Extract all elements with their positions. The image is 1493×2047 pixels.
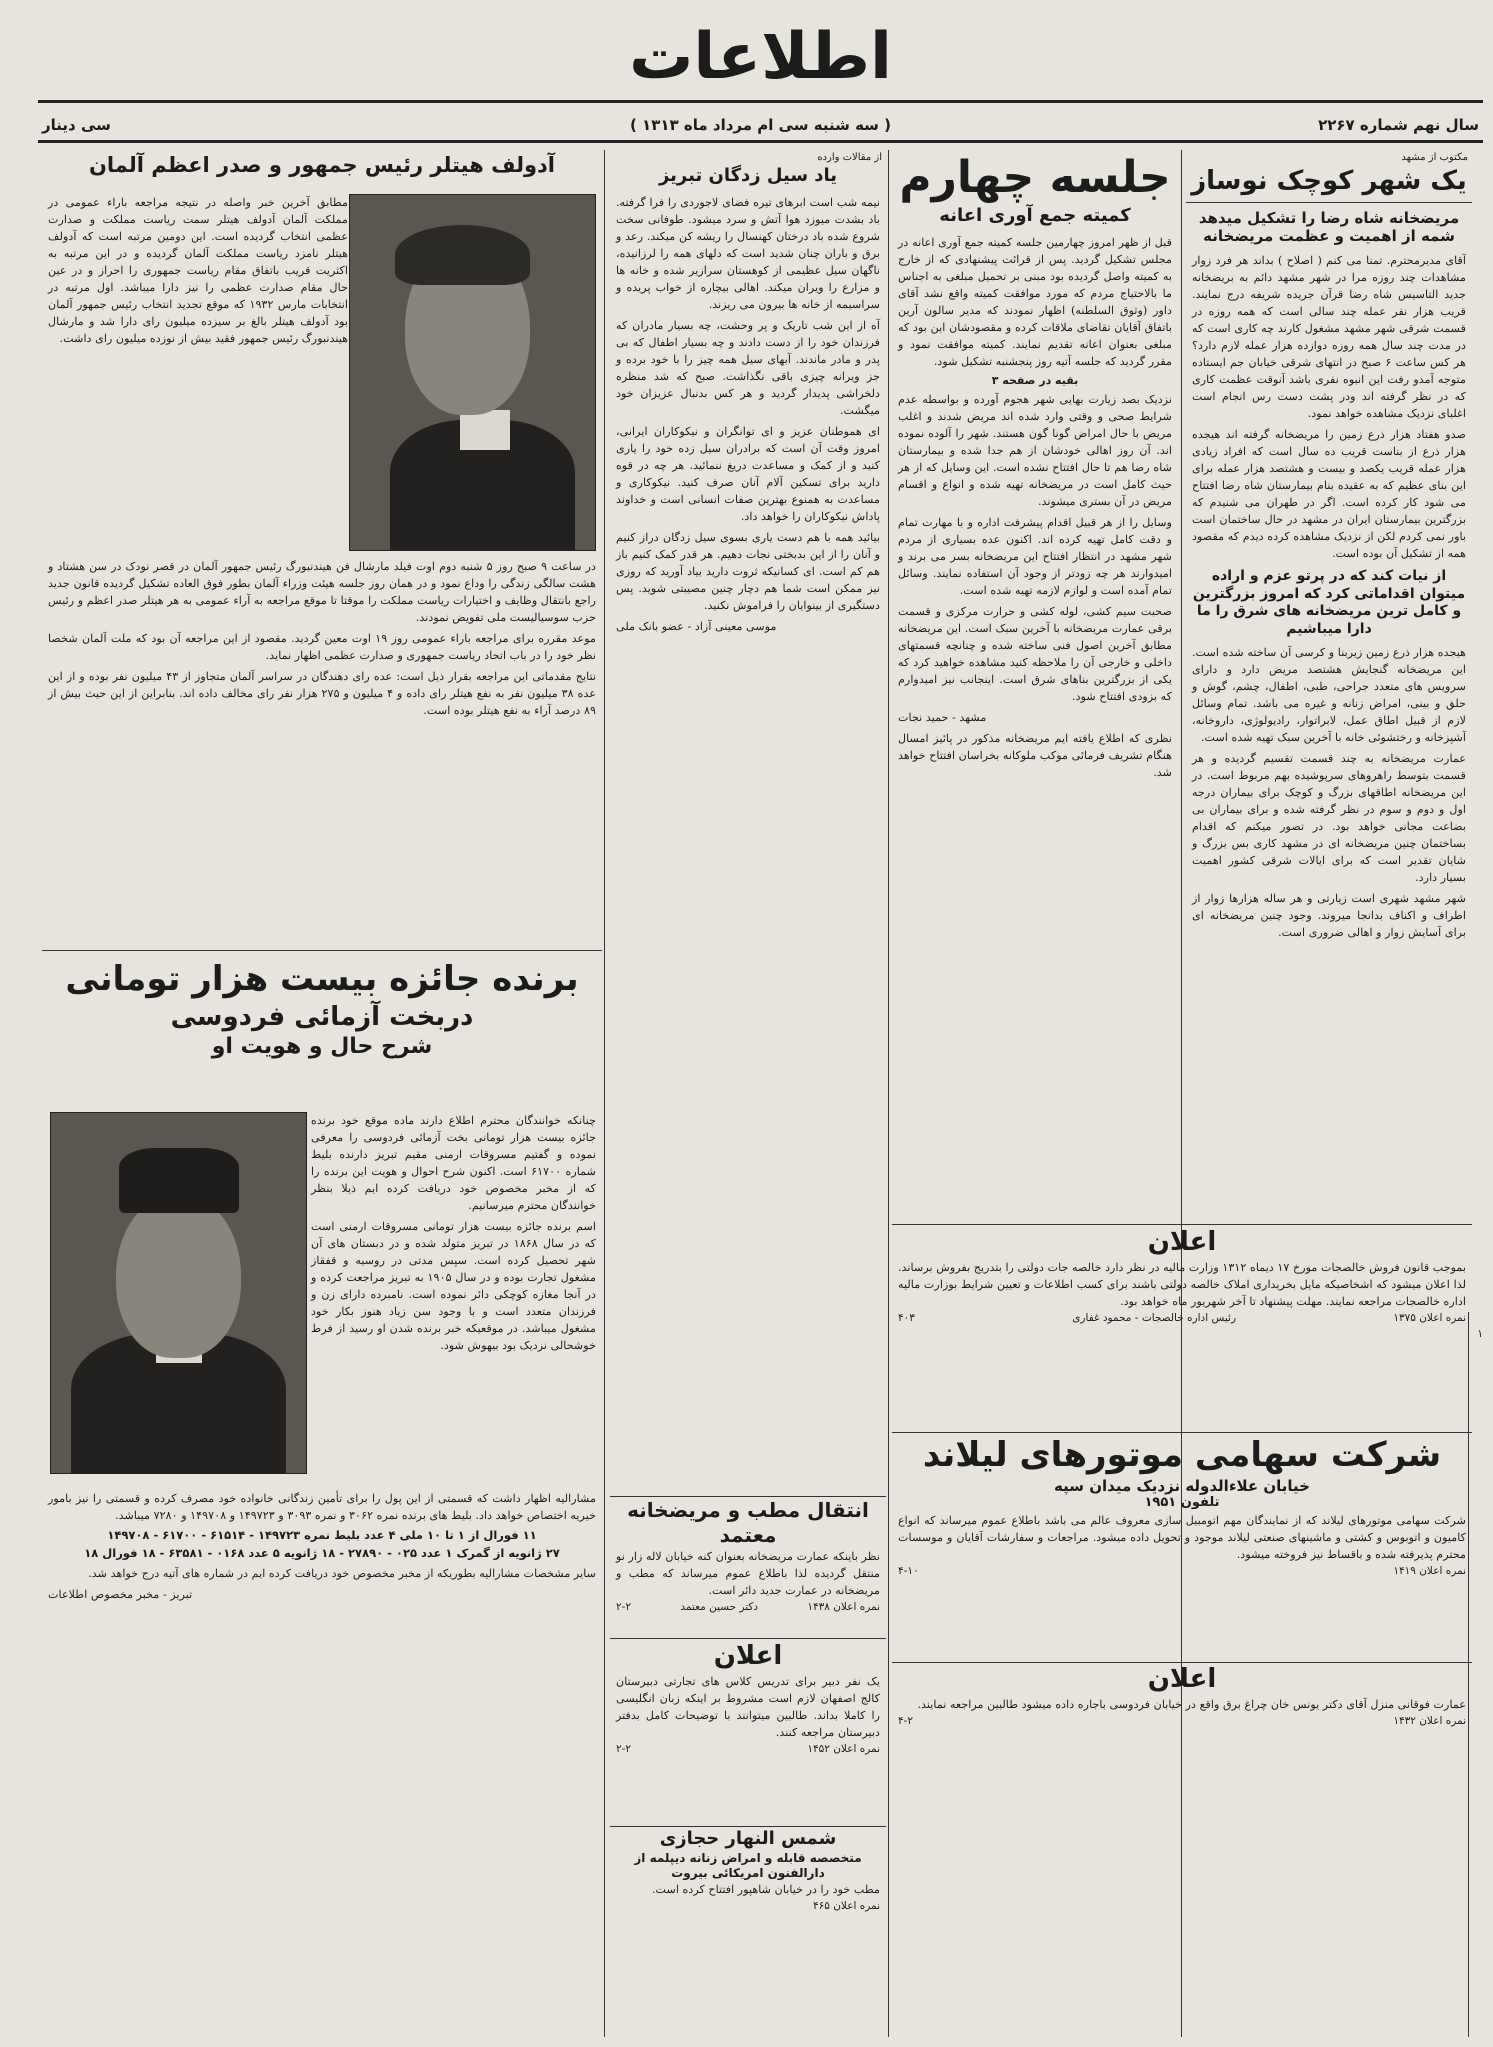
ad-ref: نمره اعلان ۱۴۳۸ — [807, 1601, 880, 1613]
ad-body: شرکت سهامی موتورهای لیلاند که از نمایندگان مهم اتومبیل سازی معروف عالم می باشد باطلاع عموم میرساند که انواع کامیون و اتوبوس و کشتی و ماشینهای صنعتی لیلاند موجود و تحویل داده میشود. مراجعات و سفارشات آقایان و موسسات محترم پذیرفته شده و باقساط نیز فروخته میشود. — [898, 1513, 1466, 1561]
section-rule — [610, 1496, 886, 1497]
ad-number: ۴-۱۰ — [898, 1564, 919, 1577]
masthead — [38, 12, 1483, 102]
ad-title: اعلان — [713, 1641, 783, 1671]
article-highlight: از نیات کند که در پرتو عزم و اراده میتوان اقداماتی کرد که امروز بزرگترین و کامل ترین مریضخانه های شرق را ما دارا میباشیم — [1192, 568, 1466, 637]
paragraph: ای هموطنان عزیز و ای توانگران و نیکوکاران ایرانی، امروز وقت آن است که برادران سیل زده خود را یاری کنید و از کمک و مساعدت دریغ ننمائید. هر چه در قوه دارید برای تسکین آلام آنان صرف کنید. نیکوکاری و مساعدت به همنوع بهترین صفات انسانی است و خداوند پاداش نیکوکاران را خواهد داد. — [616, 424, 880, 523]
paragraph: قبل از ظهر امروز چهارمین جلسه کمیته جمع آوری اعانه در مجلس تشکیل گردید. پس از قرائت پیشنهادی که از خارج به کمیته واصل گردیده بود مبنی بر تحمیل مبلغی به اجناس ما بالاحتیاج مردم که مورد موافقت کمیته واقع نشد آقای داور (وثوق السلطنه) اظهار نمودند که مدیر سالون آرین باتفاق آقایان تقاضای ملاقات کرده و مقصودشان این بود که مبلغی بعنوان اعانه تقدیم نمایند. کمیته موافقت نمود و مقرر گردید که جلسه آتیه روز پنجشنبه تشکیل شود. — [898, 235, 1172, 368]
ad-subtitle: خیابان علاءالدوله نزدیک میدان سپه — [1054, 1476, 1310, 1495]
column-tabriz-flood — [610, 150, 886, 1490]
article-title: برنده جائزه بیست هزار تومانی — [65, 959, 579, 999]
paragraph: مشارالیه اظهار داشت که قسمتی از این پول را برای تأمین زندگانی خانواده خود مصرف کرده و قسمتی را نیز بامور خیریه اختصاص خواهد داد. بلیط های برنده نمره ۳۰۶۲ و نمره ۳۰۹۳ و ۱۴۹۷۲۳ و ۱۴۹۷۰۸ و ۷۲۸۰ میباشد. — [48, 1492, 596, 1522]
paragraph: نزدیک بصد زیارت بهایی شهر هجوم آورده و بواسطه عدم شرایط صحی و وقتی وارد شده اند مریض شدند و اغلب مریض با حال امراض گونا گون هستند. شهر را آلوده نموده اند. آن روز اهالی خودشان از هم جدا شده و بیمارستان شاه رضا هم تا حال افتتاح نشده است. این وسایل که از هر حیث کامل است در مریضخانه تهیه شده و انواع و اقسام مریض در آن بستری میشوند. — [898, 393, 1172, 509]
portrait-face — [116, 1193, 241, 1358]
ad-body: مطب خود را در خیابان شاهپور افتتاح کرده است. — [651, 1882, 880, 1896]
section-rule — [892, 1224, 1472, 1225]
ad-signature: دکتر حسین معتمد — [680, 1601, 759, 1613]
lottery-heading — [42, 958, 602, 1061]
masthead-rule-bottom — [38, 140, 1483, 143]
article-body — [48, 194, 348, 351]
ad-ref: نمره اعلان ۱۴۳۲ — [1393, 1714, 1466, 1727]
ad-leyland-motors — [892, 1434, 1472, 1654]
paragraph: شهر مشهد شهری است زیارتی و هر ساله هزارها زوار از اطراف و اکناف بدانجا میروند. وجود چنین مریضخانه ای برای آسایش زوار و اهالی ضروری است. — [1192, 892, 1466, 939]
signature: مشهد - حمید نجات — [898, 711, 987, 725]
ad-house-rent — [892, 1662, 1472, 1773]
continued-note: بقیه در صفحه ۳ — [991, 373, 1079, 387]
ad-ref: نمره اعلان ۱۳۷۵ — [1393, 1311, 1466, 1324]
issue-price: سی دینار — [42, 116, 111, 134]
ad-land-sale — [892, 1226, 1472, 1426]
column-committee-meeting — [892, 150, 1178, 1220]
article-body — [48, 558, 596, 723]
ad-title: شمس النهار حجازی — [659, 1828, 837, 1849]
issue-number: سال نهم شماره ۲۲۶۷ — [1318, 116, 1479, 134]
ad-footer — [898, 1713, 1466, 1730]
newspaper-page — [38, 12, 1483, 2037]
ad-footer — [616, 1599, 880, 1616]
article-subtitle: کمیته جمع آوری اعانه — [939, 205, 1131, 226]
article-body — [311, 1112, 596, 1358]
article-subtitle: دربخت آزمائی فردوسی — [170, 1001, 474, 1032]
signature: تبریز - مخبر مخصوص اطلاعات — [48, 1587, 193, 1601]
paragraph: نیمه شب است ابرهای تیره فضای لاجوردی را فرا گرفته. باد بشدت میوزد هوا آتش و سرد میشود. طوفانی سخت شروع شده باد درختان کهنسال را ریشه کن میکند. رعد و برق و باران چنان شدید است که دلهای همه را لرزانیده، ناگهان سیل عظیمی از کوهستان سرازیر شده و خانه ها و مزارع را ویران میکند. اهالی بیچاره از خواب پریده و سراسیمه از خانه ها بیرون می ریزند. — [616, 195, 880, 311]
winning-numbers: ۱۱ فورال از ۱ تا ۱۰ ملی ۴ عدد بلیط نمره ۱۴۹۷۲۳ - ۶۱۵۱۴ - ۶۱۷۰۰ - ۱۴۹۷۰۸ — [107, 1528, 537, 1542]
article-title: آدولف هیتلر رئیس جمهور و صدر اعظم آلمان — [88, 153, 555, 177]
hitler-portrait — [349, 194, 596, 551]
ad-body: بموجب قانون فروش خالصجات مورخ ۱۷ دیماه ۱۳۱۲ وزارت مالیه در نظر دارد خالصه جات دولتی را بتدریج بفروش برساند. لذا اعلان میشود که اشخاصیکه مایل بخریداری املاک خالصه دولتی باشند برای کسب اطلاعات و تعیین شرایط بوزارت مالیه اداره خالصجات مراجعه نمایند. مهلت پیشنهاد تا آخر شهریور ماه خواهد بود. — [898, 1260, 1467, 1308]
paragraph: سایر مشخصات مشارالیه بطوریکه از مخبر مخصوص خود دریافت کرده ایم در شماره های آتیه درج خواهد شد. — [88, 1566, 596, 1580]
paragraph: آقای مدیرمحترم. تمنا می کنم ( اصلاح ) بداند هر فرد زوار مشاهدات چند روزه مرا در شهر مشهد دائم به بریضخانه جدید التاسیس شاه رضا قرآن جریده شریفه درج نمایند. قریب هزار نفر عمله چند سالی است که همه روزه در قسمت شرقی شهر مشهد مشغول کارند چه کاری است که در مدت چند سال همه روزه دوازده هزار عمله لازم دارد؟ هر کس ساعت ۶ صبح در انتهای شرقی خیابان جم ایستاده متوجه آمدو رفت این انبوه نفری باشد آنوقت عظمت کاری که در نظر گرفته اند ودر پشت دست رس انجام است اغلبای نزدیک مشاهده خواهد نمود. — [1192, 254, 1466, 420]
paragraph: اسم برنده جائزه بیست هزار تومانی مسروقات ارمنی است که در سال ۱۸۶۸ در تبریز متولد شده و در دبستان های آن شهر تحصیل کرده است. سپس مدتی در روسیه و قفقاز مشغول تجارت بوده و در سال ۱۹۰۵ به تبریز مراجعت کرده و در آنجا مغازه کوچکی دائر نموده است. نامبرده دارای زن و فرزندان متعدد است و با وجود سن زیاد هنوز بکار خود مشغول میباشد. در موقعیکه خبر برنده شدن او رسید از فرط خوشحالی نزدیک بود بیهوش شود. — [311, 1220, 596, 1352]
masthead-rule-top — [38, 100, 1483, 103]
paragraph: موعد مقرره برای مراجعه باراء عمومی روز ۱۹ اوت معین گردید. مقصود از این مراجعه آن بود که ملت آلمان شخصا نظر خود را در باب اتحاد ریاست جمهوری و صدارت عظمی اظهار نماید. — [48, 632, 597, 662]
ad-number: ۲-۲ — [616, 1601, 632, 1613]
paragraph: در ساعت ۹ صبح روز ۵ شنبه دوم اوت فیلد مارشال فن هیندنبورگ رئیس جمهور آلمان در قصر نودک در سن هشتاد و هشت سالگی زندگی را وداع نمود و در همان روز جلسه هیئت وزراء آلمان بطور فوق العاده تشکیل گردیده قانون جدید راجع بانتقال وظایف و اختیارات ریاست مملکت را موقتا تا موقع مراجعه به آراء عمومی به هر هیتلر صدر اعظم و رئیس حزب سوسیالیست ملی تفویض نمودند. — [48, 560, 596, 624]
portrait-hair — [395, 225, 530, 285]
article-subtitle: شرح حال و هویت او — [211, 1034, 433, 1059]
ad-body: عمارت فوقانی منزل آقای دکتر یونس خان چراغ برق واقع در خیابان فردوسی باجاره داده میشود طالبین مراجعه نمایند. — [917, 1697, 1466, 1711]
ad-number: ۲-۲ — [616, 1742, 632, 1755]
ad-title: شرکت سهامی موتورهای لیلاند — [922, 1435, 1442, 1475]
paragraph: عمارت مریضخانه به چند قسمت تقسیم گردیده و هر قسمت بتوسط راهروهای سرپوشیده بهم مربوط است. در این مریضخانه اطاقهای بزرگ و کوچک برای بیماران درجه اول و دوم و سوم در نظر گرفته شده و برای بیماران بی بضاعت مجانی خواهد بود. در تصور میکنم که اقدام بساختمان چنین مریضخانه ای در مشهد کاری بس بزرگ و شایان تقدیر است که برای ایالات شرقی کشور اهمیت بسیار دارد. — [1192, 752, 1466, 884]
article-subtitle: مریضخانه شاه رضا را تشکیل میدهد شمه از اهمیت و عظمت مریضخانه — [1198, 208, 1460, 246]
issue-date: ( سه شنبه سی ام مرداد ماه ۱۳۱۳ ) — [629, 116, 892, 134]
article-title: جلسه چهارم — [899, 152, 1171, 203]
article-kicker: مکتوب از مشهد — [1401, 152, 1468, 163]
ad-footer — [898, 1310, 1466, 1327]
column-divider — [888, 150, 889, 2037]
ad-signature: رئیس اداره خالصجات - محمود غفاری — [1072, 1311, 1237, 1324]
article-body — [1192, 252, 1466, 562]
ad-number: ۴۰۳ — [898, 1311, 915, 1324]
ad-footer — [898, 1563, 1466, 1580]
ad-clinic-move — [610, 1498, 886, 1632]
paragraph: چنانکه خوانندگان محترم اطلاع دارند ماده موقع خود برنده جائزه بیست هزار تومانی بخت آزمائی فردوسی را معرفی نموده و گفتیم مسروقات ارمنی مقیم تبریز دارنده بلیط شماره ۶۱۷۰۰ است. اکنون شرح احوال و هویت این برنده را که از مخبر مخصوص خود دریافت کرده ایم ذیلا بنظر خوانندگان محترم میرسانیم. — [311, 1114, 596, 1212]
ad-midwife — [610, 1828, 886, 2018]
article-title: یک شهر کوچک نوساز — [1186, 165, 1472, 203]
paragraph: نتایج مقدماتی این مراجعه بقرار ذیل است: عده رای دهندگان در سراسر آلمان متجاوز از ۴۳ میلیون نفر بوده و از این عده ۳۸ میلیون نفر به نفع هیتلر رای داده و ۴ میلیون و ۲۷۵ هزار نفر رای مخالف داده اند. بنابراین از این حیث بیش از ۸۹ درصد آراء به نفع هیتلر بوده است. — [48, 670, 596, 717]
info-bar — [38, 110, 1483, 140]
ad-body: نظر باینکه عمارت مریضخانه بعنوان کنه خیابان لاله زار نو منتقل گردیده لذا باطلاع عموم میرساند که مطب و مریضخانه در عمارت جدید دائر است. — [616, 1550, 880, 1597]
signature: موسی معینی آزاد - عضو بانک ملی — [616, 619, 777, 633]
lottery-winner-portrait — [50, 1112, 307, 1474]
paragraph: آه از این شب تاریک و پر وحشت، چه بسیار مادران که فرزندان خود را از دست دادند و چه بسیار اطفال که بی پدر و مادر ماندند. آبهای سیل همه چیز را با خود برده و جز ویرانه چیزی باقی نگذاشت. صبح که شد منظره دلخراشی پدیدار گردید و هر کس بدنبال عزیزان خود میگشت. — [616, 318, 880, 417]
ad-title: انتقال مطب و مریضخانه معتمد — [627, 1498, 869, 1547]
article-body — [1192, 644, 1466, 941]
article-body — [898, 234, 1172, 782]
section-rule — [610, 1826, 886, 1827]
ad-teacher-wanted — [610, 1640, 886, 1820]
section-rule — [42, 950, 602, 951]
ad-phone: تلفون ۱۹۵۱ — [1144, 1495, 1220, 1511]
ad-title: اعلان — [1147, 1227, 1217, 1257]
newspaper-title: اطلاعات — [629, 20, 892, 94]
portrait-hat — [119, 1148, 239, 1213]
ad-title: اعلان — [1147, 1664, 1217, 1694]
ad-number: ۴-۲ — [898, 1714, 914, 1727]
ad-subtitle: متخصصه قابله و امراض زنانه دیپلمه از دارالفنون امریکائی بیروت — [634, 1850, 862, 1880]
portrait-collar — [460, 410, 510, 450]
section-rule — [892, 1432, 1472, 1433]
article-kicker: از مقالات وارده — [817, 152, 882, 163]
ad-footer — [616, 1741, 880, 1758]
ad-ref: نمره اعلان ۴۶۵ — [812, 1899, 880, 1912]
paragraph: صحبت سیم کشی، لوله کشی و حرارت مرکزی و قسمت برقی عمارت مریضخانه با آخرین سبک است. این مریضخانه مطابق آخرین اصول فنی ساخته شده و چنانچه قسمتهای داخلی و خارجی آن را ملاحظه کنید مشاهده خواهید کرد که یکی از بزرگترین بناهای شرق است. اینجانب نیز امیدوارم که بزودی افتتاح شود. — [898, 605, 1172, 704]
article-body — [48, 1490, 596, 1607]
margin-number: ۱ — [1477, 1328, 1483, 1340]
ad-ref: نمره اعلان ۱۴۵۲ — [807, 1742, 880, 1755]
article-title: یاد سیل زدگان تبریز — [658, 165, 838, 186]
paragraph: صدو هفتاد هزار ذرع زمین را مریضخانه گرفته اند هیجده هزار ذرع از بناست قریب ده سال است که افراد زیادی هزار عمله قریب یکصد و بیست و هشتصد هزار عمله برای این بنای عظیم که به عقیده بنام بیمارستان شاه رضا افتتاح می شود کار کرده است. اگر در طهران می شنیدم که بزرگترین بیمارستان ایران در مشهد در حال ساختمان است باور نمی کردم لکن از نزدیک مشاهده کرده دیدم که مقصود همه از تشکیل آن بوده است. — [1192, 428, 1466, 560]
paragraph: مطابق آخرین خبر واصله در نتیجه مراجعه باراء عمومی در مملکت آلمان آدولف هیتلر سمت ریاست مملکت و صدارت عظمی انتخاب گردیده است. این دومین مرتبه است که آدولف هیتلر نامزد ریاست مملکت آلمان گردیده و در این مرتبه به اکثریت قریب باتفاق مقام ریاست جمهوری را احراز و در عین حال مقام صدارت عظمی را نیز دارا میباشد. اول مرتبه در انتخابات مارس ۱۹۳۲ که موقع تجدید انتخاب رئیس جمهور آلمان بود آدولف هیتلر بالغ بر سیزده میلیون رای دارا شد و مارشال هیندنبورگ رئیس جمهور فقید بیش از نوزده میلیون رای داشت. — [48, 196, 349, 345]
paragraph: بیائید همه با هم دست یاری بسوی سیل زدگان دراز کنیم و آنان را از این بدبختی نجات دهیم. هر قدر کمک کنیم باز هم کم است. ای کسانیکه ثروت دارید بیاد آورید که روزی نیز ممکن است شما هم دچار چنین مصیبتی شوید. پس دستگیری از بینوایان را فراموش نکنید. — [616, 530, 880, 612]
paragraph: وسایل را از هر قبیل اقدام پیشرفت اداره و با مهارت تمام و دقت کامل تهیه کرده اند. اکنون عده بسیاری از مردم شهر مشهد در انتظار افتتاح این مریضخانه بسر می برند و امیدوارند هر چه زودتر از وجود آن استفاده نمایند. وسائل تمام آمده است و لوازم لازمه تهیه شده است. — [898, 516, 1172, 598]
column-hitler-and-lottery — [42, 150, 602, 2030]
winning-numbers: ۲۷ ژانویه از گمرک ۱ عدد ۰۲۵ - ۲۷۸۹۰ - ۱۸ ژانویه ۵ عدد ۰۱۶۸ - ۶۳۵۸۱ - ۱۸ فورال ۱۸ — [84, 1546, 560, 1561]
article-body — [616, 194, 880, 635]
column-divider — [604, 150, 605, 2037]
ad-ref: نمره اعلان ۱۴۱۹ — [1393, 1564, 1466, 1577]
paragraph: نظری که اطلاع یافته ایم مریضخانه مذکور در پائیز امسال هنگام تشریف فرمائی موکب ملوکانه بخراسان افتتاح خواهد شد. — [898, 732, 1172, 780]
paragraph: هیجده هزار ذرع زمین زیربنا و کرسی آن ساخته شده است. این مریضخانه گنجایش هشتصد مریض دارد و دارای سرویس های متعدد جراحی، طبی، اطفال، چشم، گوش و حلق و بینی، امراض زنانه و غیره می باشد. تمام وسائل لازم از قبیل اطاق عمل، لابراتوار، رادیولوژی، داروخانه، آشپزخانه و رختشوئی خانه با آخرین سبک تهیه شده است. — [1192, 646, 1466, 744]
ad-body: یک نفر دبیر برای تدریس کلاس های تجارتی دبیرستان کالج اصفهان لازم است مشروط بر اینکه زبان انگلیسی را کاملا بداند. طالبین میتوانند با توضیحات کامل بدفتر دبیرستان مراجعه کنند. — [616, 1674, 880, 1739]
section-rule — [610, 1638, 886, 1639]
